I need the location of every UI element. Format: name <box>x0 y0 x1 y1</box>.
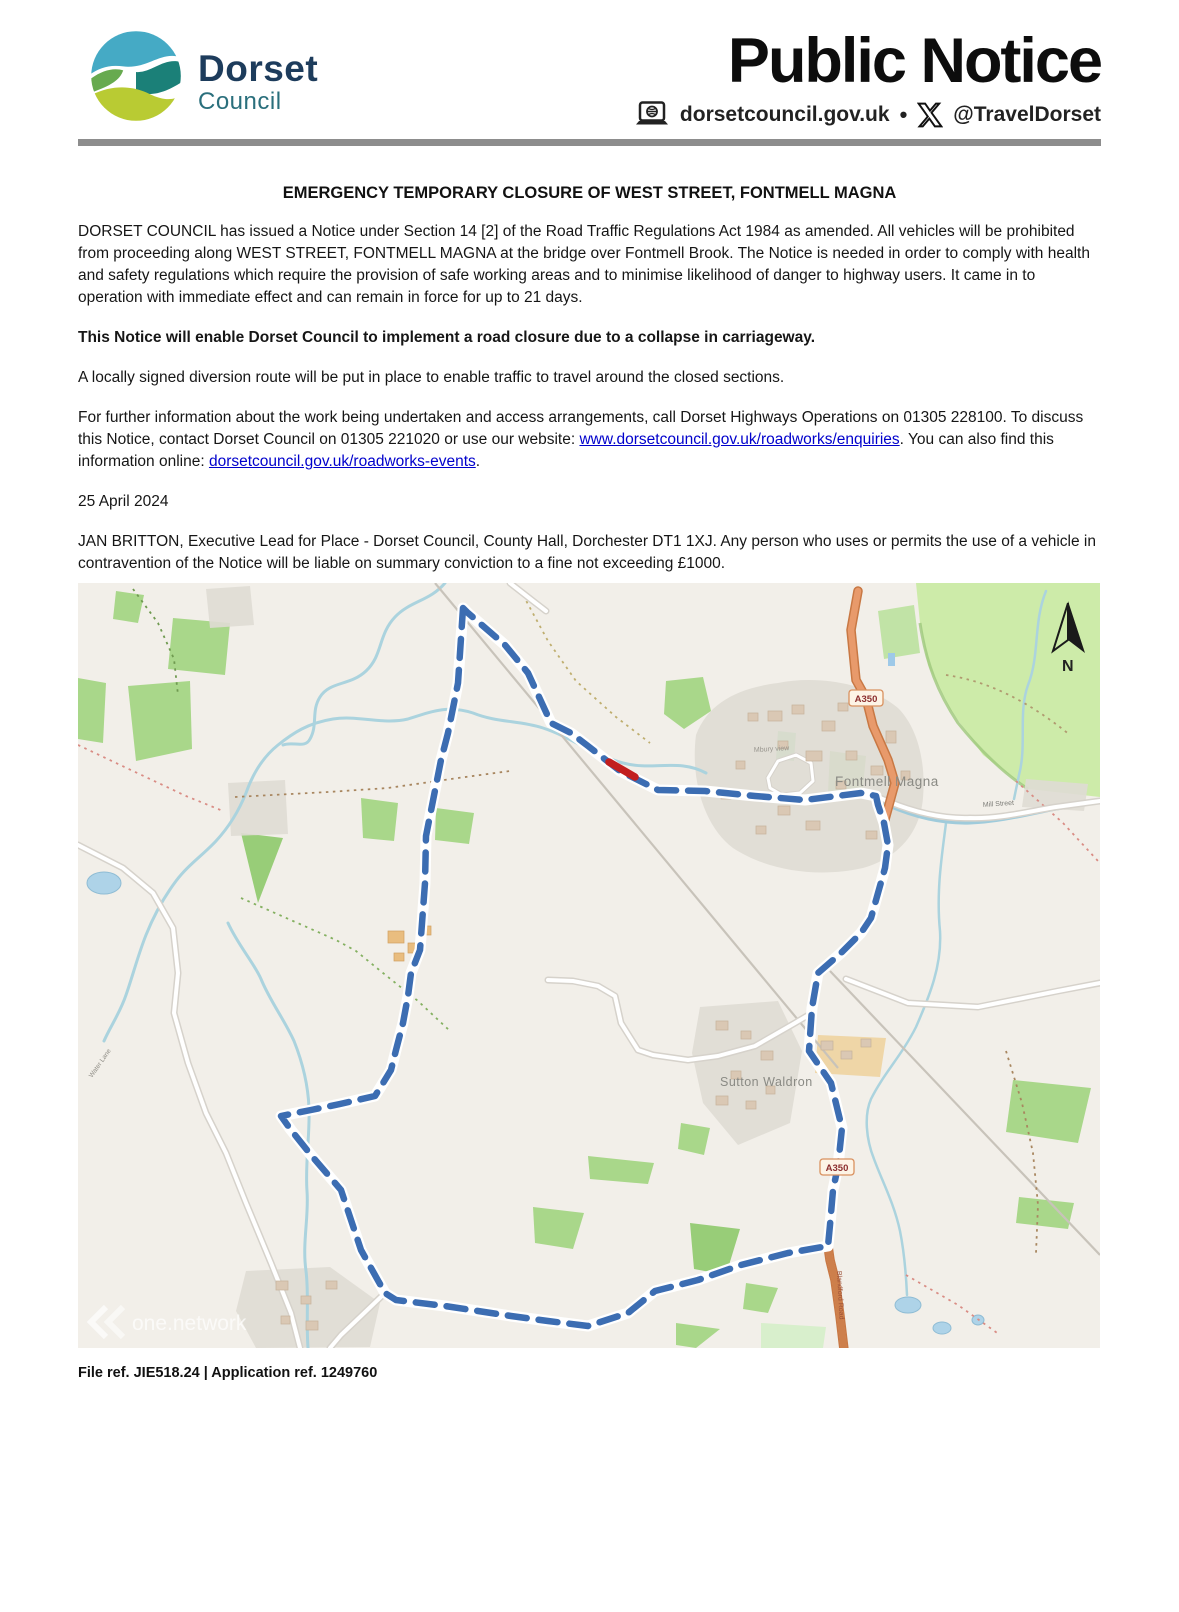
file-reference: File ref. JIE518.24 | Application ref. 1249760 <box>78 1365 378 1381</box>
separator-dot: • <box>899 102 908 127</box>
twitter-handle: @TravelDorset <box>953 103 1101 126</box>
dorset-council-emblem-icon <box>88 28 184 124</box>
header-divider <box>78 139 1101 146</box>
notice-body <box>78 184 1101 1381</box>
page-header <box>88 28 1101 129</box>
label-mill-street: Mill Street <box>982 799 1015 809</box>
website-text: dorsetcouncil.gov.uk <box>679 103 890 126</box>
masthead-subline <box>634 101 1101 129</box>
notice-paragraph-signatory: JAN BRITTON, Executive Lead for Place - Dorset Council, County Hall, Dorchester DT1 1XJ. Any person who uses or permits the use of a vehicle in contravention of the Notice will be liable on summary conviction to a fine not exceeding £1000. <box>78 533 1096 572</box>
notice-paragraph-bold: This Notice will enable Dorset Council to implement a road closure due to a collapse in carriageway. <box>78 329 816 346</box>
svg-text:A350: A350 <box>825 1163 849 1174</box>
svg-text:A350: A350 <box>854 694 878 705</box>
notice-paragraph-diversion: A locally signed diversion route will be put in place to enable traffic to travel around the closed sections. <box>78 369 785 386</box>
public-notice-title: Public Notice <box>727 26 1101 96</box>
contact-text-1: For further information about the work being undertaken and access arrangements, call Dorset Highways Operations on 01305 228100. To discuss this Notice, contact Dorset Council on 01305 221020 or use our website: <box>78 409 1084 448</box>
dorset-council-logo <box>88 28 318 124</box>
logo-line-dorset: Dorset <box>198 48 319 89</box>
logo-line-council: Council <box>198 88 282 115</box>
notice-heading: EMERGENCY TEMPORARY CLOSURE OF WEST STREET, FONTMELL MAGNA <box>282 184 897 202</box>
a350-badge-north <box>849 690 883 706</box>
contact-text-3: . <box>475 453 481 470</box>
label-mbury-view: Mbury view <box>753 745 790 754</box>
label-fontmell-magna: Fontmell Magna <box>835 774 939 789</box>
notice-paragraph-1: DORSET COUNCIL has issued a Notice under Section 14 [2] of the Road Traffic Regulations Act 1984 as amended. All vehicles will be prohibited from proceeding along WEST STREET, FONTMELL MAGNA at the bridge over Fontmell Brook. The Notice is needed in order to comply with health and safety regulations which require the provision of safe working areas and to minimise likelihood of danger to highway users. It came in to operation with immediate effect and can remain in force for up to 21 days. <box>78 223 1090 306</box>
masthead <box>634 26 1101 129</box>
notice-date: 25 April 2024 <box>78 493 169 510</box>
roadworks-events-link[interactable]: dorsetcouncil.gov.uk/roadworks-events <box>208 453 476 470</box>
contact-text-2: . You can also find this information online: <box>78 431 1054 470</box>
logo-wordmark <box>198 50 318 114</box>
label-water-lane: Water Lane <box>87 1047 113 1080</box>
notice-paragraph-contact <box>78 407 1101 473</box>
laptop-icon <box>634 101 670 129</box>
watermark-text: one.network <box>132 1312 247 1335</box>
park-area <box>761 1323 826 1348</box>
enquiries-link[interactable]: www.dorsetcouncil.gov.uk/roadworks/enquiries <box>579 431 900 448</box>
x-twitter-icon <box>917 102 943 128</box>
diversion-map <box>78 583 1101 1348</box>
a350-badge-south <box>820 1159 854 1175</box>
map-image <box>78 583 1100 1348</box>
north-label: N <box>1062 658 1074 675</box>
label-blandford-road: Blandford Road <box>835 1270 845 1320</box>
label-sutton-waldron: Sutton Waldron <box>720 1075 813 1089</box>
